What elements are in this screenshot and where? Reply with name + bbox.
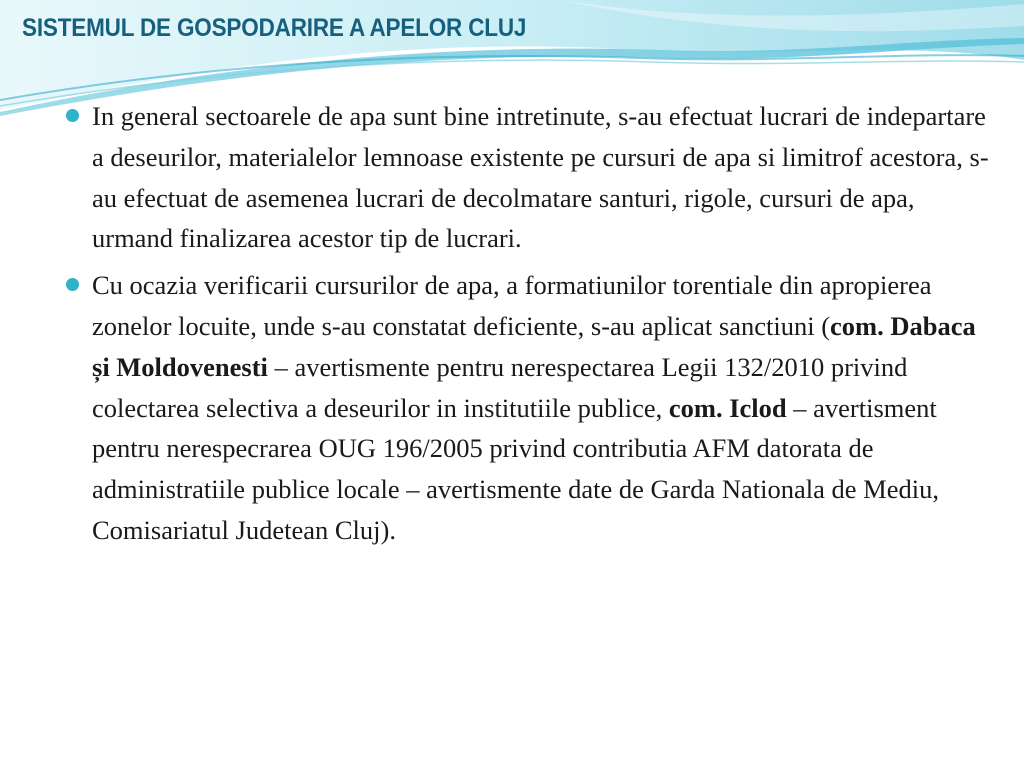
slide-title: SISTEMUL DE GOSPODARIRE A APELOR CLUJ bbox=[22, 14, 527, 42]
bullet-item bbox=[92, 265, 992, 551]
bullet-item bbox=[92, 96, 992, 259]
bullet-list bbox=[92, 96, 992, 557]
bullet-text: – avertismente pentru nerespectarea Legii 132/2010 privind colectarea selectiva a deseurilor in institutiile publice, bbox=[92, 351, 908, 423]
bullet-dot-icon bbox=[66, 278, 79, 291]
bullet-dot-icon bbox=[66, 109, 79, 122]
bullet-text: – avertisment pentru nerespecrarea OUG 196/2005 privind contributia AFM datorata de administratiile publice locale – avertismente date de Garda Nationala de Mediu, Comisariatul Judetean Cluj). bbox=[92, 392, 939, 545]
bold-locality: com. Dabaca și Moldovenesti bbox=[92, 310, 976, 382]
bold-locality: com. Iclod bbox=[668, 392, 787, 423]
bullet-text: In general sectoarele de apa sunt bine intretinute, s-au efectuat lucrari de indepartare a deseurilor, materialelor lemnoase existente pe cursuri de apa si limitrof acestora, s-au efectuat de asemenea lucrari de decolmatare santuri, rigole, cursuri de apa, urmand finalizarea acestor tip de lucrari. bbox=[92, 101, 989, 254]
bullet-text: Cu ocazia verificarii cursurilor de apa, a formatiunilor torentiale din apropierea zonelor locuite, unde s-au constatat deficiente, s-au aplicat sanctiuni ( bbox=[92, 270, 932, 341]
